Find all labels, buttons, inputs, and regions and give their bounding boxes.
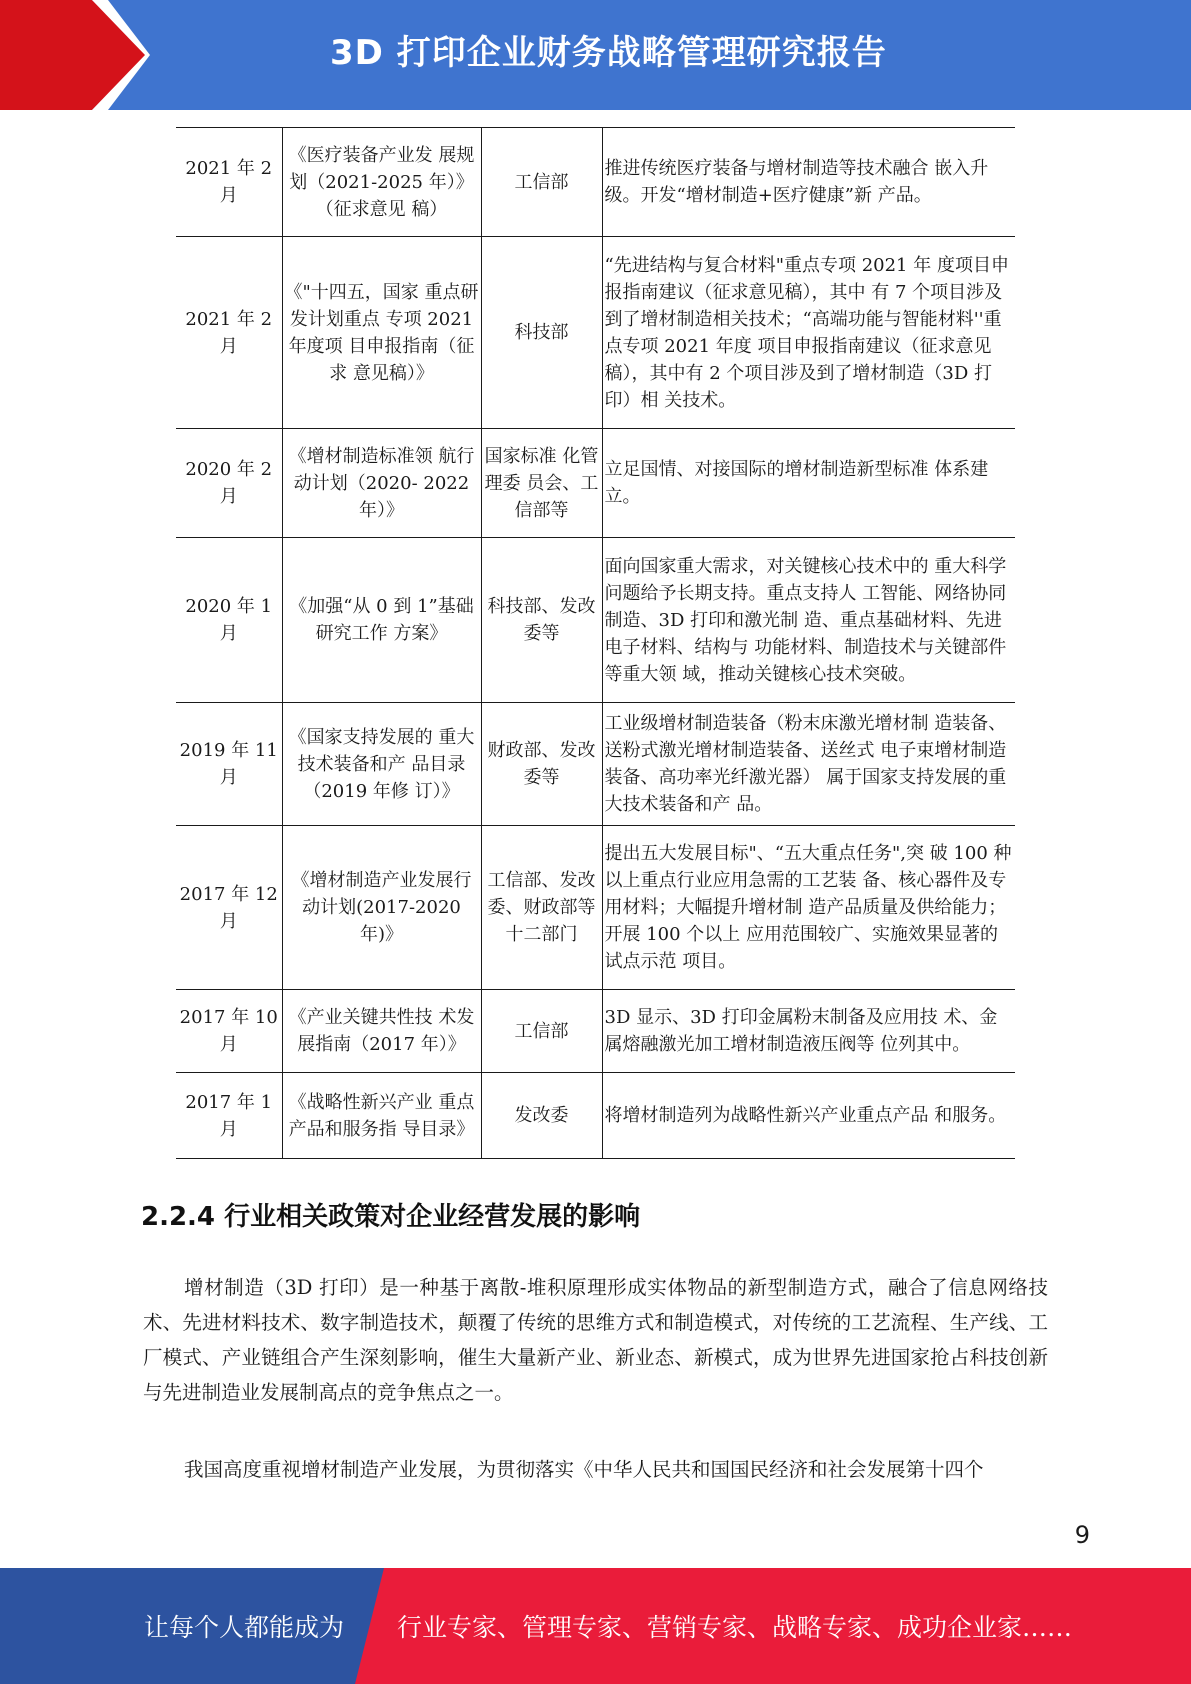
date-cell: 2021 年 2 月 [176, 128, 282, 237]
section-heading: 2.2.4 行业相关政策对企业经营发展的影响 [141, 1202, 641, 1232]
body-paragraph: 我国高度重视增材制造产业发展，为贯彻落实《中华人民共和国国民经济和社会发展第十四个 [184, 1458, 984, 1481]
footer-slogan-left: 让每个人都能成为 [144, 1613, 345, 1642]
document-cell: 《战略性新兴产业 重点产品和服务指 导目录》 [282, 1073, 481, 1159]
table-row [176, 990, 1015, 1073]
red-chevron-decoration [0, 0, 150, 110]
page-number: 9 [1074, 1521, 1090, 1549]
report-title: 3D 打印企业财务战略管理研究报告 [330, 33, 887, 73]
body-paragraph: 增材制造（3D 打印）是一种基于离散-堆积原理形成实体物品的新型制造方式，融合了信息网络技术、先进材料技术、数字制造技术，颠覆了传统的思维方式和制造模式，对传统的工艺流程、生产线、工厂模式、产业链组合产生深刻影响，催生大量新产业、新业态、新模式，成为世界先进国家抢占科技创新与先进制造业发展制高点的竞争焦点之一。 [143, 1276, 1048, 1404]
table-row [176, 538, 1015, 703]
department-cell: 科技部 [481, 237, 602, 429]
content-cell: 工业级增材制造装备（粉末床激光增材制 造装备、送粉式激光增材制造装备、送丝式 电子束增材制造装备、高功率光纤激光器） 属于国家支持发展的重大技术装备和产 品。 [602, 703, 1015, 826]
table-row [176, 429, 1015, 538]
department-cell: 科技部、发改委等 [481, 538, 602, 703]
table-row [176, 826, 1015, 990]
document-cell: 《加强“从 0 到 1”基础研究工作 方案》 [282, 538, 481, 703]
footer-slogan-right: 行业专家、管理专家、营销专家、战略专家、成功企业家…… [397, 1613, 1073, 1642]
document-cell: 《医疗装备产业发 展规划（2021-2025 年）》（征求意见 稿） [282, 128, 481, 237]
document-cell: 《产业关键共性技 术发展指南（2017 年）》 [282, 990, 481, 1073]
document-cell: 《增材制造标准领 航行动计划（2020- 2022 年）》 [282, 429, 481, 538]
date-cell: 2017 年 12 月 [176, 826, 282, 990]
policy-table [176, 127, 1015, 1159]
date-cell: 2017 年 1 月 [176, 1073, 282, 1159]
date-cell: 2020 年 1 月 [176, 538, 282, 703]
content-cell: 提出五大发展目标"、“五大重点任务",突 破 100 种以上重点行业应用急需的工艺装 备、核心器件及专用材料；大幅提升增材制 造产品质量及供给能力；开展 100 个以上 应用范围较广、实施效果显著的试点示范 项目。 [602, 826, 1015, 990]
department-cell: 国家标准 化管理委 员会、工 信部等 [481, 429, 602, 538]
document-cell: 《"十四五，国家 重点研发计划重点 专项 2021 年度项 目申报指南（征求 意见稿）》 [282, 237, 481, 429]
department-cell: 工信部 [481, 128, 602, 237]
table-row [176, 703, 1015, 826]
content-cell: 面向国家重大需求，对关键核心技术中的 重大科学问题给予长期支持。重点支持人 工智能、网络协同制造、3D 打印和激光制 造、重点基础材料、先进电子材料、结构与 功能材料、制造技术与关键部件等重大领 域，推动关键核心技术突破。 [602, 538, 1015, 703]
date-cell: 2021 年 2 月 [176, 237, 282, 429]
table-row [176, 1073, 1015, 1159]
page-footer [0, 1568, 1191, 1684]
table-row [176, 237, 1015, 429]
document-cell: 《增材制造产业发展行动计划(2017-2020 年)》 [282, 826, 481, 990]
department-cell: 发改委 [481, 1073, 602, 1159]
content-cell: 立足国情、对接国际的增材制造新型标准 体系建立。 [602, 429, 1015, 538]
date-cell: 2019 年 11 月 [176, 703, 282, 826]
department-cell: 工信部 [481, 990, 602, 1073]
document-cell: 《国家支持发展的 重大技术装备和产 品目录（2019 年修 订）》 [282, 703, 481, 826]
table-row [176, 128, 1015, 237]
department-cell: 财政部、发改委等 [481, 703, 602, 826]
date-cell: 2017 年 10 月 [176, 990, 282, 1073]
content-cell: “先进结构与复合材料"重点专项 2021 年 度项目申报指南建议（征求意见稿），其中 有 7 个项目涉及到了增材制造相关技术；“高端功能与智能材料''重点专项 2021 年度 项目申报指南建议（征求意见稿），其中有 2 个项目涉及到了增材制造（3D 打印）相 关技术。 [602, 237, 1015, 429]
department-cell: 工信部、发改委、财政部等十二部门 [481, 826, 602, 990]
content-cell: 将增材制造列为战略性新兴产业重点产品 和服务。 [602, 1073, 1015, 1159]
content-cell: 3D 显示、3D 打印金属粉末制备及应用技 术、金属熔融激光加工增材制造液压阀等 位列其中。 [602, 990, 1015, 1073]
page-header [0, 0, 1191, 110]
content-cell: 推进传统医疗装备与增材制造等技术融合 嵌入升级。开发“增材制造+医疗健康”新 产品。 [602, 128, 1015, 237]
date-cell: 2020 年 2 月 [176, 429, 282, 538]
